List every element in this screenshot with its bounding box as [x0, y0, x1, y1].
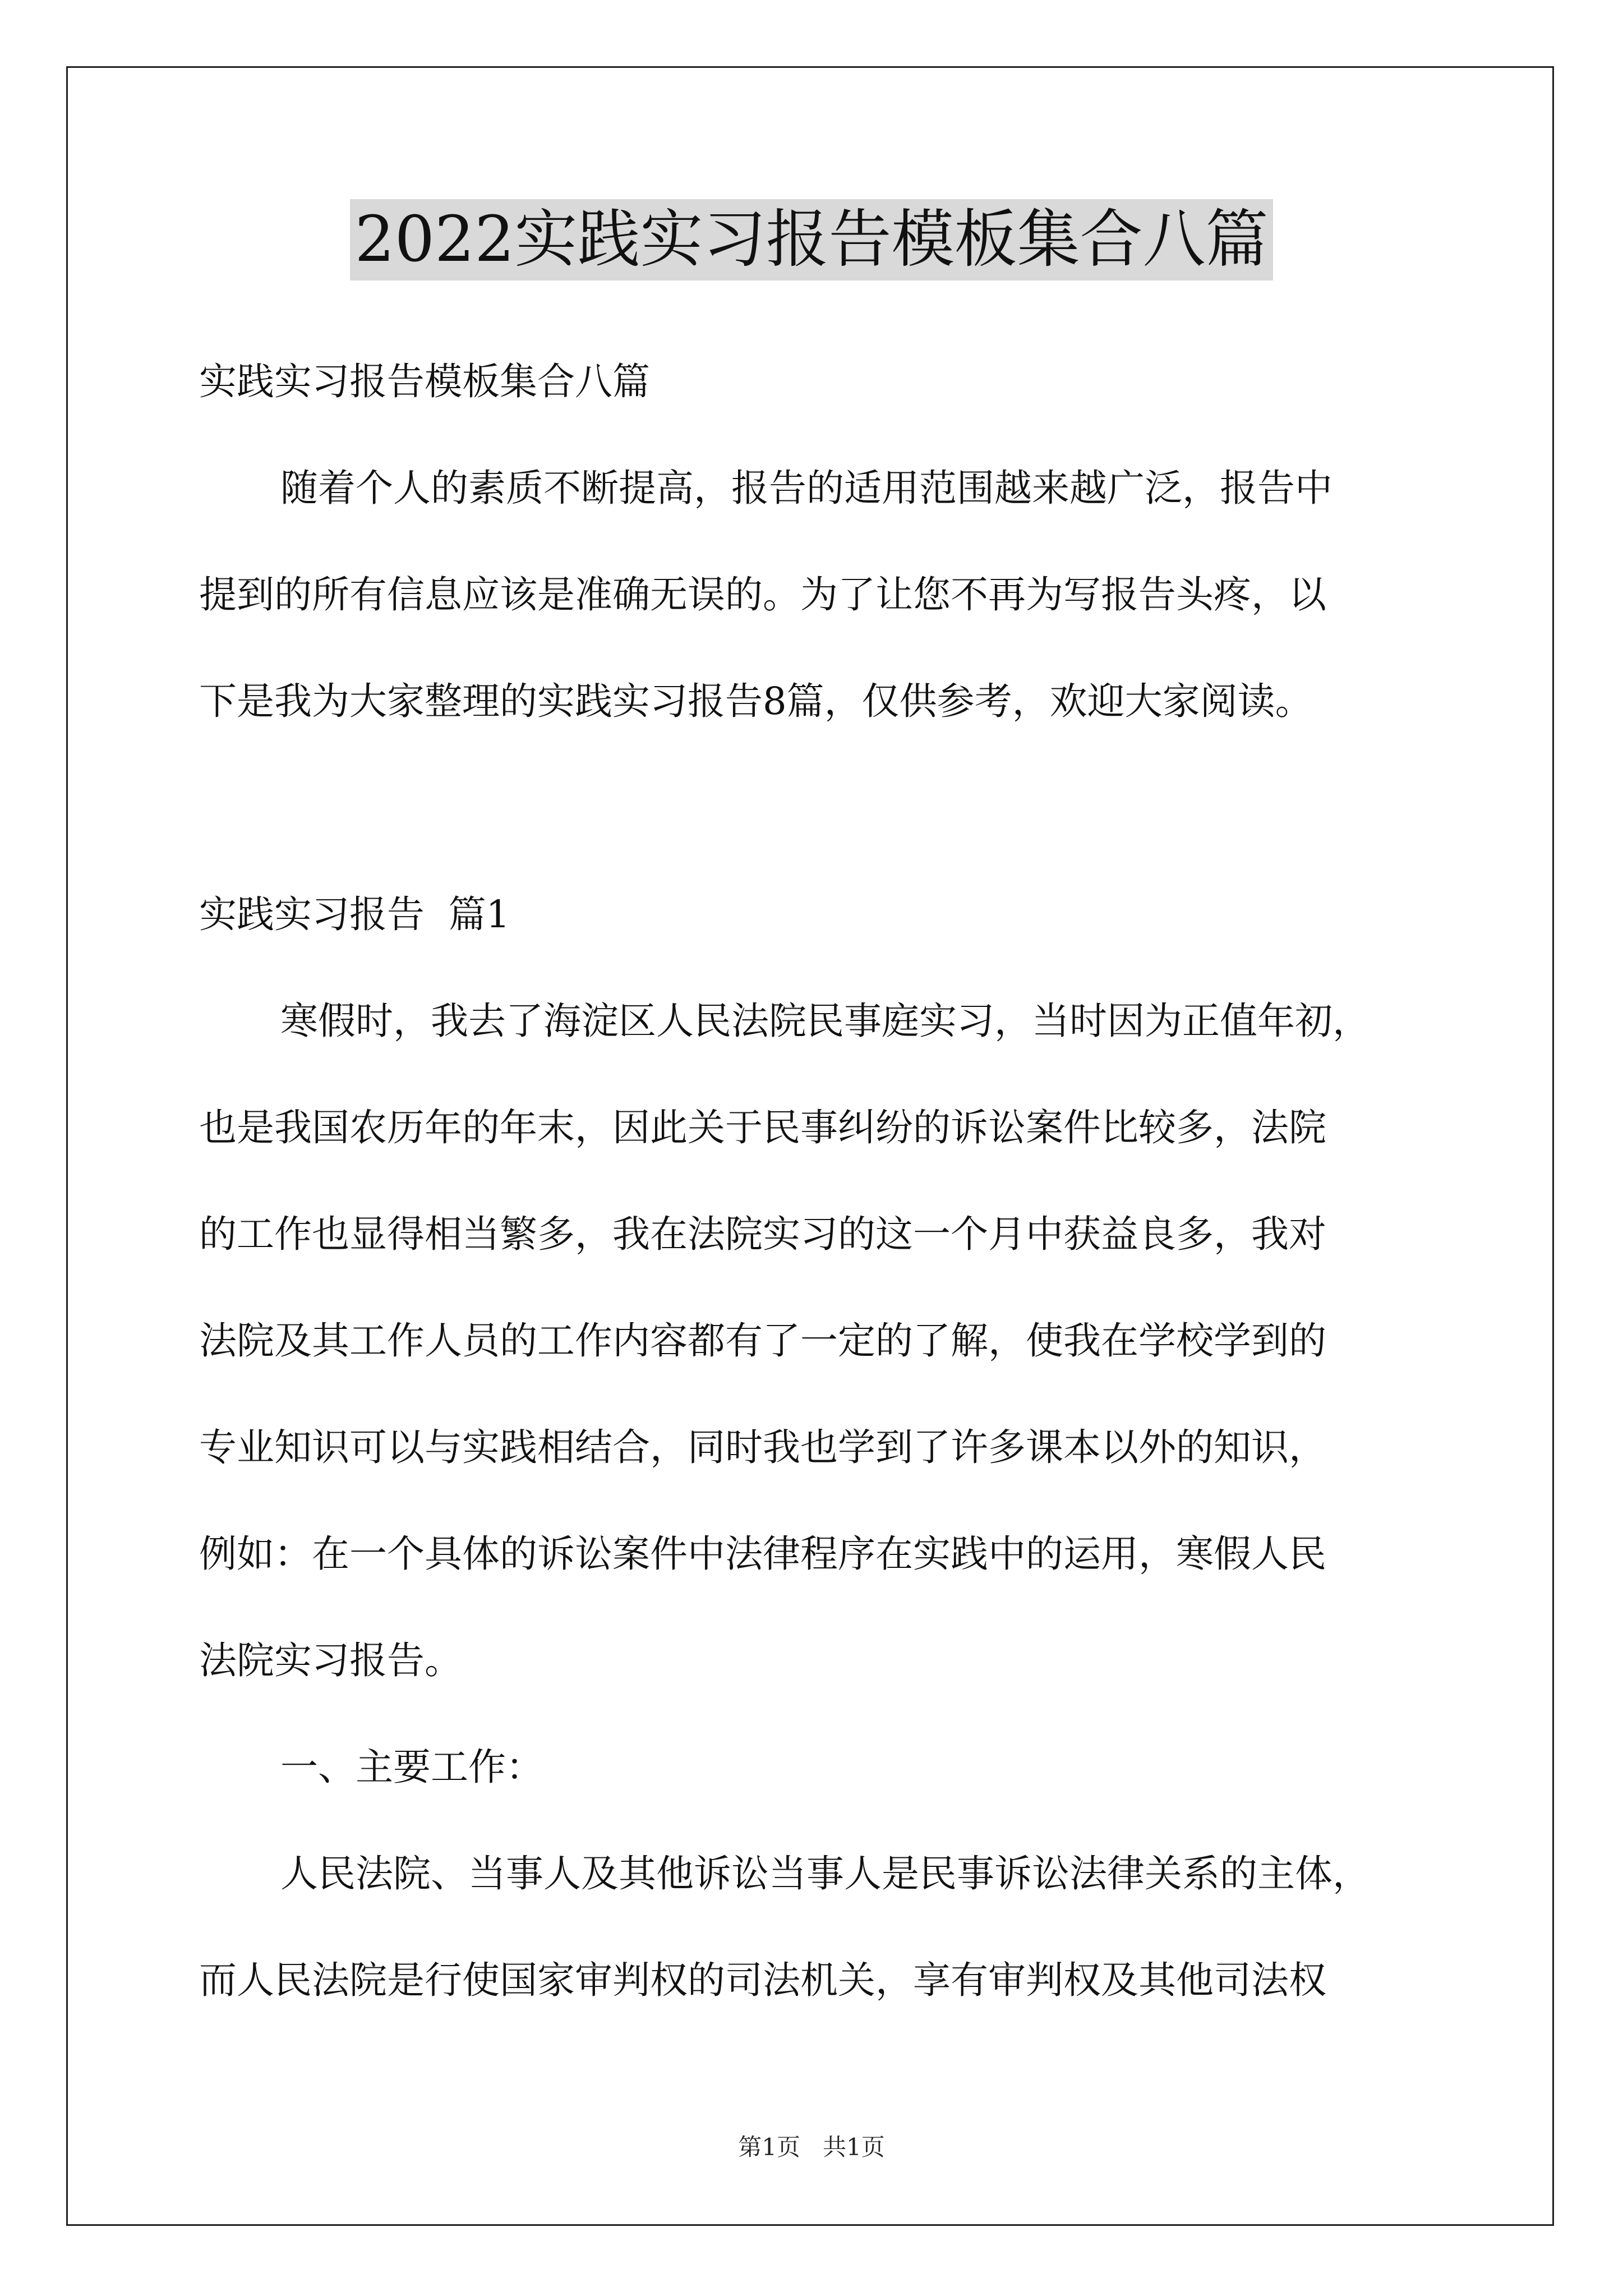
document-subtitle: 实践实习报告模板集合八篇	[199, 360, 650, 403]
last-paragraph-line-1: 人民法院、当事人及其他诉讼当事人是民事诉讼法律关系的主体，	[280, 1852, 1370, 1895]
section-heading: 实践实习报告 篇1	[199, 892, 510, 936]
last-paragraph-line-2: 而人民法院是行使国家审判权的司法机关，享有审判权及其他司法权	[199, 1958, 1326, 2002]
page-footer: 第1页 共1页	[738, 2133, 885, 2161]
paragraph-line-6: 例如：在一个具体的诉讼案件中法律程序在实践中的运用，寒假人民	[199, 1532, 1326, 1576]
document-title-wrap	[0, 199, 1623, 280]
paragraph-line-7: 法院实习报告。	[199, 1639, 462, 1682]
subheading-main-work: 一、主要工作：	[280, 1745, 543, 1789]
paragraph-line-3: 的工作也显得相当繁多，我在法院实习的这一个月中获益良多，我对	[199, 1212, 1326, 1256]
paragraph-line-4: 法院及其工作人员的工作内容都有了一定的了解，使我在学校学到的	[199, 1319, 1326, 1363]
paragraph-line-2: 也是我国农历年的年末，因此关于民事纠纷的诉讼案件比较多，法院	[199, 1106, 1326, 1149]
paragraph-line-5: 专业知识可以与实践相结合，同时我也学到了许多课本以外的知识，	[199, 1425, 1326, 1469]
document-title: 2022实践实习报告模板集合八篇	[350, 199, 1272, 280]
intro-line-3: 下是我为大家整理的实践实习报告8篇，仅供参考，欢迎大家阅读。	[199, 679, 1313, 723]
intro-line-1: 随着个人的素质不断提高，报告的适用范围越来越广泛，报告中	[280, 466, 1332, 510]
intro-line-2: 提到的所有信息应该是准确无误的。为了让您不再为写报告头疼，以	[199, 573, 1326, 616]
paragraph-line-1: 寒假时，我去了海淀区人民法院民事庭实习，当时因为正值年初，	[280, 999, 1370, 1043]
